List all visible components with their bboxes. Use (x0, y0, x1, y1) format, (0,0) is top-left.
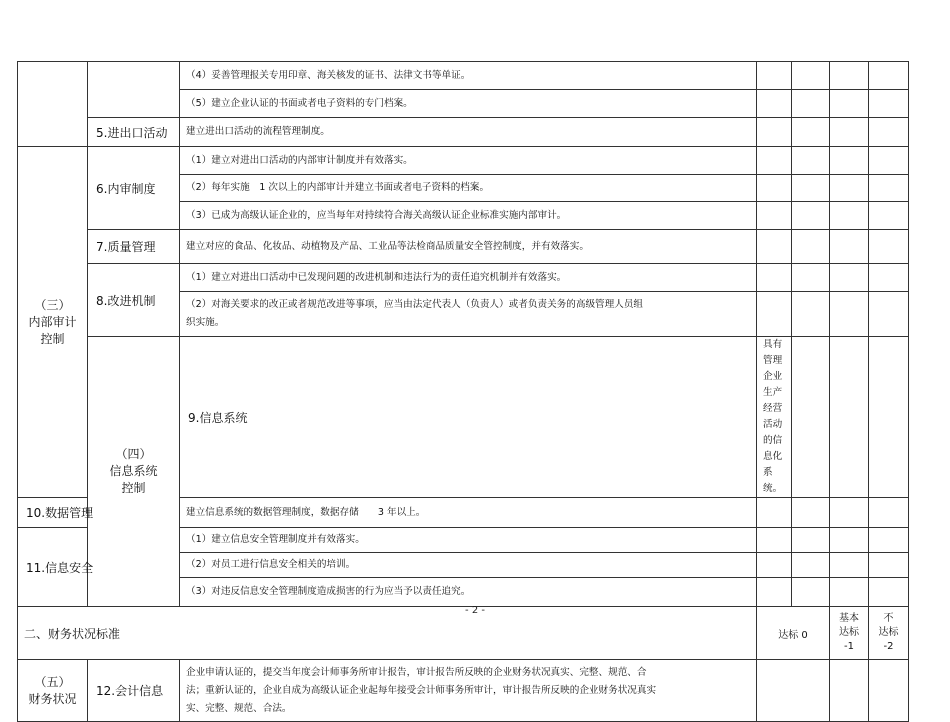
score-cell[interactable] (757, 553, 792, 578)
score-cell[interactable] (869, 578, 909, 607)
item-label: 11.信息安全 (18, 528, 88, 607)
score-cell[interactable] (830, 175, 869, 202)
score-cell[interactable] (830, 578, 869, 607)
table-row (18, 230, 909, 264)
score-cell[interactable] (830, 147, 869, 175)
score-cell[interactable] (830, 660, 869, 722)
criterion-text: 具有管理企业生产经营活动的信息化系统。 (757, 337, 792, 498)
item-label: 10.数据管理 (18, 498, 88, 528)
item-label: 12.会计信息 (88, 660, 180, 722)
score-cell[interactable] (757, 578, 792, 607)
score-cell[interactable] (830, 553, 869, 578)
section-name-line: 内部审计 (28, 314, 77, 329)
score-cell[interactable] (830, 202, 869, 230)
score-cell[interactable] (830, 498, 869, 528)
score-cell[interactable] (792, 147, 830, 175)
section-number: （三） (34, 297, 71, 312)
score-cell[interactable] (830, 292, 869, 337)
score-cell[interactable] (757, 90, 792, 118)
score-cell[interactable] (757, 528, 792, 553)
score-cell[interactable] (757, 264, 792, 292)
section-number: （五） (34, 674, 71, 689)
score-cell[interactable] (792, 553, 830, 578)
score-cell[interactable] (792, 578, 830, 607)
header-line: -2 (883, 641, 894, 652)
criterion-text (180, 660, 757, 722)
criterion-line: 企业申请认证的，提交当年度会计师事务所审计报告，审计报告所反映的企业财务状况真实、完整、规范、合 (186, 666, 647, 678)
criterion-text: 建立对应的食品、化妆品、动植物及产品、工业品等法检商品质量安全管控制度，并有效落实。 (180, 230, 757, 264)
score-cell[interactable] (757, 118, 792, 147)
header-line: -1 (844, 641, 854, 652)
score-cell[interactable] (830, 90, 869, 118)
criterion-text: （1）建立对进出口活动中已发现问题的改进机制和违法行为的责任追究机制并有效落实。 (180, 264, 757, 292)
criterion-text: （2）每年实施 1 次以上的内部审计并建立书面或者电子资料的档案。 (180, 175, 757, 202)
score-pass-header: 达标 0 (757, 607, 830, 660)
score-cell[interactable] (792, 175, 830, 202)
criterion-line: 织实施。 (186, 317, 225, 328)
header-line: 基本 (839, 613, 859, 624)
header-line: 达标 (878, 627, 899, 638)
item-label: 7.质量管理 (88, 230, 180, 264)
score-cell[interactable] (830, 337, 869, 498)
section-name-line: 控制 (121, 481, 146, 495)
score-cell[interactable] (757, 175, 792, 202)
score-cell[interactable] (869, 264, 909, 292)
score-cell[interactable] (757, 292, 792, 337)
score-cell[interactable] (757, 202, 792, 230)
criterion-text: 建立进出口活动的流程管理制度。 (180, 118, 757, 147)
section-name-line: 财务状况 (28, 691, 77, 706)
section-number: （四） (115, 447, 152, 461)
criterion-text: （1）建立信息安全管理制度并有效落实。 (180, 528, 757, 553)
score-cell[interactable] (869, 230, 909, 264)
score-cell[interactable] (869, 498, 909, 528)
score-cell[interactable] (869, 660, 909, 722)
score-cell[interactable] (869, 337, 909, 498)
header-line: 达标 (839, 627, 859, 638)
score-cell[interactable] (792, 498, 830, 528)
section-name-line: 信息系统 (109, 464, 158, 478)
table-row (18, 118, 909, 147)
score-cell[interactable] (869, 90, 909, 118)
item-label: 6.内审制度 (88, 147, 180, 230)
score-cell[interactable] (869, 553, 909, 578)
criterion-line: 实、完整、规范、合法。 (186, 702, 292, 714)
score-cell[interactable] (830, 62, 869, 90)
criterion-text: 建立信息系统的数据管理制度，数据存储 3 年以上。 (180, 498, 757, 528)
score-cell[interactable] (757, 230, 792, 264)
finance-standard-heading: 二、财务状况标准 (18, 607, 757, 660)
score-cell[interactable] (869, 292, 909, 337)
score-cell[interactable] (869, 118, 909, 147)
table-row (18, 337, 909, 498)
score-cell[interactable] (757, 147, 792, 175)
score-cell[interactable] (792, 118, 830, 147)
criterion-text: （5）建立企业认证的书面或者电子资料的专门档案。 (180, 90, 757, 118)
item-label: 8.改进机制 (88, 264, 180, 337)
standards-table (17, 61, 909, 722)
item-label: 5.进出口活动 (88, 118, 180, 147)
score-cell[interactable] (792, 292, 830, 337)
item-cell-continued (88, 62, 180, 118)
item-label: 9.信息系统 (180, 337, 757, 498)
criterion-line: 法；重新认证的，企业自成为高级认证企业起每年接受会计师事务所审计，审计报告所反映的企业财务状况真实 (186, 684, 657, 696)
table-row (18, 264, 909, 292)
score-cell[interactable] (830, 118, 869, 147)
score-cell[interactable] (830, 230, 869, 264)
score-cell[interactable] (830, 528, 869, 553)
score-cell[interactable] (792, 528, 830, 553)
page-number: - 2 - (465, 605, 485, 616)
criterion-text: （2）对员工进行信息安全相关的培训。 (180, 553, 757, 578)
score-cell[interactable] (757, 498, 792, 528)
score-cell[interactable] (869, 202, 909, 230)
criterion-line: （2）对海关要求的改正或者规范改进等事项，应当由法定代表人（负责人）或者负责关务的高级管理人员组 (186, 299, 644, 310)
score-cell[interactable] (792, 337, 830, 498)
score-cell[interactable] (757, 660, 830, 722)
score-cell[interactable] (792, 264, 830, 292)
section-5-label (18, 660, 88, 722)
score-cell[interactable] (869, 62, 909, 90)
criterion-text: （1）建立对进出口活动的内部审计制度并有效落实。 (180, 147, 757, 175)
score-cell[interactable] (792, 202, 830, 230)
score-cell[interactable] (792, 230, 830, 264)
score-cell[interactable] (830, 264, 869, 292)
table-row (18, 147, 909, 175)
score-cell[interactable] (792, 90, 830, 118)
score-cell[interactable] (869, 147, 909, 175)
table-row (18, 62, 909, 90)
table-row (18, 660, 909, 722)
section-3-label (18, 147, 88, 498)
score-cell[interactable] (869, 175, 909, 202)
section-4-label (88, 337, 180, 607)
section-cell-continued (18, 62, 88, 147)
section-name-line: 控制 (40, 331, 65, 346)
criterion-text (180, 292, 757, 337)
criterion-text: （3）已成为高级认证企业的，应当每年对持续符合海关高级认证企业标准实施内部审计。 (180, 202, 757, 230)
score-cell[interactable] (792, 62, 830, 90)
criterion-text: （3）对违反信息安全管理制度造成损害的行为应当予以责任追究。 (180, 578, 757, 607)
score-cell[interactable] (757, 62, 792, 90)
criterion-text: （4）妥善管理报关专用印章、海关核发的证书、法律文书等单证。 (180, 62, 757, 90)
header-line: 不 (883, 613, 894, 624)
score-cell[interactable] (869, 528, 909, 553)
